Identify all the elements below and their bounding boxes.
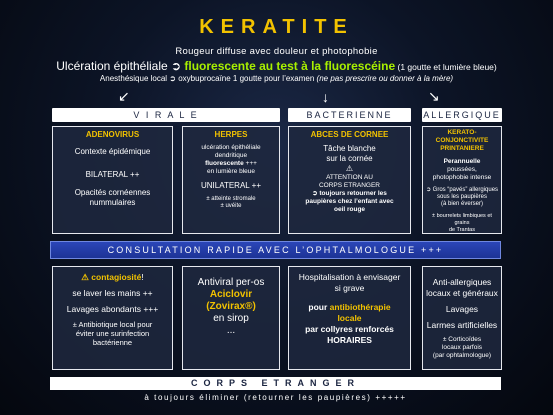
box-viral-treatment xyxy=(52,266,173,370)
allerg-line: Lavages xyxy=(445,304,479,314)
category-bacterienne: BACTERIENNE xyxy=(288,108,411,122)
warning-icon: ⚠ xyxy=(345,164,354,173)
viral-line: se laver les mains ++ xyxy=(72,288,153,298)
box-allergic-treatment xyxy=(422,266,502,370)
kerato-title: KERATO-CONJONCTIVITE xyxy=(435,129,489,144)
arrow-down-icon: ↓ xyxy=(322,89,329,105)
abces-line: paupières chez l’enfant avec xyxy=(305,198,394,205)
box-bacterial-treatment xyxy=(288,266,411,370)
bact-pour: pour xyxy=(308,302,330,312)
herpes-line: ± uvéite xyxy=(220,203,242,209)
box-herpes-treatment xyxy=(182,266,280,370)
bact-line: Hospitalisation à envisager xyxy=(298,272,401,282)
herpes-line: dendritique xyxy=(214,152,248,159)
abces-line: CORPS ETRANGER xyxy=(318,182,381,189)
viral-line: Lavages abondants +++ xyxy=(66,304,159,314)
locale-label: locale xyxy=(337,313,362,323)
kerato-line: (à bien éverser) xyxy=(440,201,484,207)
kerato-line: ± bourrelets limbiques et grains xyxy=(432,213,492,226)
abces-line: ➲ toujours retourner les xyxy=(312,190,387,197)
anesthetic-text: Anesthésique local ➲ oxybuprocaïne 1 goutte pour l’examen xyxy=(99,74,317,83)
contagiosity-title: contagiosité xyxy=(91,272,142,282)
ulceration-text: Ulcération épithéliale ➲ xyxy=(56,59,185,73)
contagiosity-excl: ! xyxy=(141,272,144,282)
zovirax-label: (Zovirax®) xyxy=(206,301,256,312)
allerg-line: ± Corticoïdes xyxy=(442,336,482,343)
category-virale: V I R A L E xyxy=(52,108,280,122)
box-herpes xyxy=(182,126,280,234)
corps-etranger-banner: CORPS ETRANGER xyxy=(50,377,501,390)
viral-line: éviter une surinfection xyxy=(75,329,150,338)
kerato-line: poussées, xyxy=(447,166,477,173)
herpes-line xyxy=(185,160,277,168)
kerato-line: Perannuelle xyxy=(443,158,481,165)
kerato-line: de Trantas xyxy=(449,227,475,233)
category-allergique: ALLERGIQUE xyxy=(423,110,501,120)
contagiosity-line xyxy=(56,272,169,283)
abces-line: ATTENTION AU xyxy=(326,174,373,181)
viral-line: bactérienne xyxy=(92,338,133,347)
herpes-title: HERPES xyxy=(214,130,248,139)
herpes-line: ± atteinte stromale xyxy=(206,196,256,202)
abces-line: sur la cornée xyxy=(326,154,373,163)
kerato-line: sous les paupières xyxy=(436,194,488,200)
adenovirus-line: Opacités cornéennes xyxy=(74,188,151,197)
aciclovir-label: Aciclovir xyxy=(209,289,253,300)
corps-etranger-note: à toujours éliminer (retourner les paupières) +++++ xyxy=(144,393,407,402)
warning-icon: ⚠ xyxy=(81,272,89,282)
adenovirus-line: Contexte épidémique xyxy=(74,147,151,156)
herpes-line: ulcération épithéliale xyxy=(201,144,261,151)
page-title: KERATITE xyxy=(199,16,354,38)
adenovirus-title: ADENOVIRUS xyxy=(85,130,140,139)
subtitle-ulceration xyxy=(0,59,553,73)
herpes-treatment-line: Antiviral per-os xyxy=(197,277,265,288)
herpes-line: en lumière bleue xyxy=(206,168,256,175)
abces-title: ABCES DE CORNEE xyxy=(310,130,389,139)
allerg-line: Anti-allergiques xyxy=(432,277,492,287)
arrow-down-right-icon: ↘ xyxy=(428,88,440,104)
abces-line: Tâche blanche xyxy=(323,144,376,153)
bact-line xyxy=(292,302,407,313)
herpes-treatment-line: ... xyxy=(226,325,236,336)
allerg-line: (par ophtalmologue) xyxy=(432,352,492,359)
allerg-line: Larmes artificielles xyxy=(426,320,498,330)
box-adenovirus xyxy=(52,126,173,234)
herpes-line: UNILATERAL ++ xyxy=(200,181,262,190)
adenovirus-line: nummulaires xyxy=(89,198,136,207)
fluorescein-note: (1 goutte et lumière bleue) xyxy=(395,62,497,72)
allerg-line: locaux parfois xyxy=(441,344,483,351)
subtitle-symptoms: Rougeur diffuse avec douleur et photophobie xyxy=(175,46,378,57)
bact-line: si grave xyxy=(334,283,365,293)
kerato-line: ➲ Gros “pavés” allergiques xyxy=(425,187,499,193)
fluorescent-text: fluorescente au test à la fluorescéine xyxy=(184,59,396,73)
antibiotherapie-label: antibiothérapie xyxy=(329,302,391,312)
arrow-down-left-icon: ↙ xyxy=(118,88,130,104)
herpes-plus: +++ xyxy=(243,160,257,167)
herpes-treatment-line: en sirop xyxy=(213,313,249,324)
kerato-line: photophobie intense xyxy=(432,174,492,181)
allerg-line: locaux et généraux xyxy=(426,288,498,298)
consultation-banner: CONSULTATION RAPIDE AVEC L’OPHTALMOLOGUE +++ xyxy=(50,241,501,259)
herpes-fluorescent: fluorescente xyxy=(205,160,244,167)
abces-line: oeil rouge xyxy=(333,206,366,213)
bact-line: HORAIRES xyxy=(327,335,372,345)
adenovirus-line: BILATERAL ++ xyxy=(85,170,140,179)
subtitle-anesthetic xyxy=(0,74,553,83)
box-kerato-conjonctivite xyxy=(422,126,502,234)
viral-line: ± Antibiotique local pour xyxy=(72,320,153,329)
box-abces-cornee xyxy=(288,126,411,234)
anesthetic-note: (ne pas prescrire ou donner à la mère) xyxy=(316,74,454,83)
bact-line: par collyres renforcés xyxy=(305,324,394,334)
kerato-title: PRINTANIERE xyxy=(440,145,484,152)
